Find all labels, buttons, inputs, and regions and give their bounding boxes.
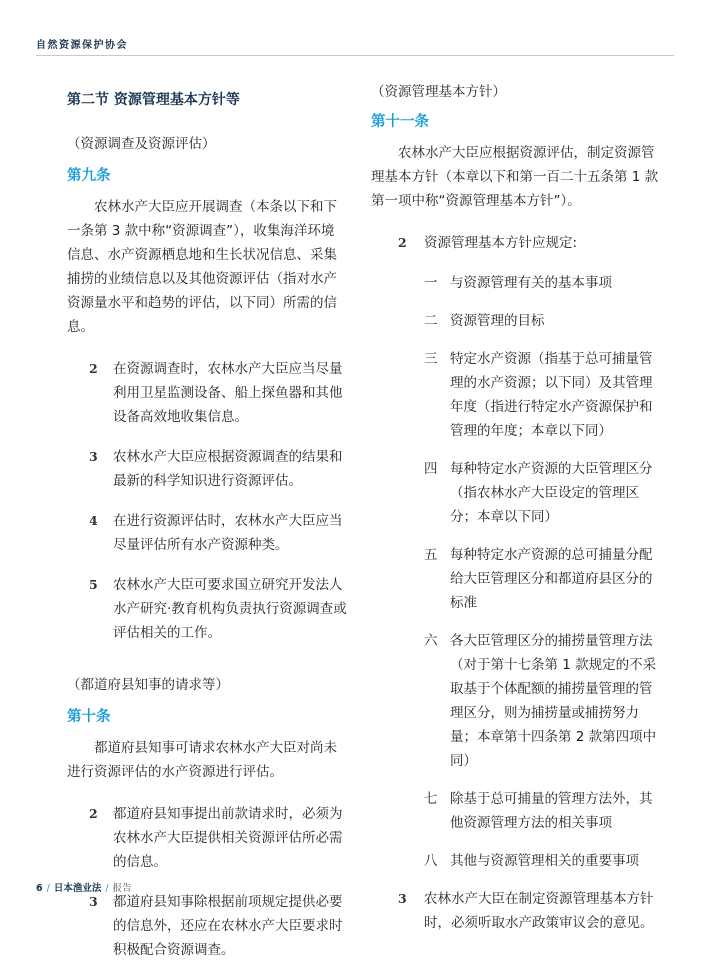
sub-item-text: 每种特定水产资源的大臣管理区分（指农林水产大臣设定的管理区分；本章以下同） (450, 461, 653, 525)
clause-text: 都道府县知事提出前款请求时，必须为农林水产大臣提供相关资源评估所必需的信息。 (113, 806, 343, 870)
clause-item (371, 231, 659, 255)
clause-item (67, 357, 347, 429)
sub-item-number: 六 (424, 633, 438, 649)
clause-number: 2 (89, 361, 98, 376)
sub-item-number: 七 (424, 791, 438, 807)
sub-item (371, 849, 659, 873)
sub-item (371, 347, 659, 443)
article-paragraph: 农林水产大臣应根据资源评估，制定资源管理基本方针（本章以下和第一百二十五条第 1 款第一项中称“资源管理基本方针”）。 (371, 145, 659, 209)
clause-text: 在进行资源评估时，农林水产大臣应当尽量评估所有水产资源种类。 (113, 513, 343, 553)
right-column (371, 80, 659, 951)
sub-item-text: 每种特定水产资源的总可捕量分配给大臣管理区分和都道府县区分的标准 (450, 547, 653, 611)
article-title: 第九条 (67, 168, 111, 184)
section-title: 第二节 资源管理基本方针等 (67, 92, 240, 108)
sub-item-text: 特定水产资源（指基于总可捕量管理的水产资源；以下同）及其管理年度（指进行特定水产资源保护和管理的年度；本章以下同） (450, 351, 653, 439)
sub-item (371, 543, 659, 615)
clause-number: 3 (398, 891, 407, 906)
sub-item-number: 四 (424, 461, 438, 477)
footer-separator: / (46, 883, 50, 894)
clause-number: 2 (89, 806, 98, 821)
clause-text: 农林水产大臣应根据资源调查的结果和最新的科学知识进行资源评估。 (113, 449, 343, 489)
clause-item (67, 573, 347, 645)
clause-number: 5 (89, 577, 98, 592)
clause-number: 2 (398, 235, 407, 250)
organization-name: 自然资源保护协会 (36, 40, 128, 51)
clause-text: 在资源调查时，农林水产大臣应当尽量利用卫星监测设备、船上探鱼器和其他设备高效地收集信息。 (113, 361, 343, 425)
clause-text: 资源管理基本方针应规定: (424, 235, 578, 251)
footer-title: 日本渔业法 (53, 883, 102, 894)
article-title: 第十条 (67, 709, 111, 725)
sub-item-text: 资源管理的目标 (450, 313, 545, 329)
clause-item (67, 509, 347, 557)
clause-number: 4 (89, 513, 98, 528)
sub-item (371, 787, 659, 835)
clause-item (371, 887, 659, 935)
sub-item-number: 二 (424, 313, 438, 329)
article-paragraph: 都道府县知事可请求农林水产大臣对尚未进行资源评估的水产资源进行评估。 (67, 740, 337, 780)
clause-item (67, 445, 347, 493)
page-number: 6 (36, 883, 43, 894)
sub-item-number: 三 (424, 351, 438, 367)
sub-item-text: 与资源管理有关的基本事项 (450, 275, 612, 291)
clause-item (67, 890, 347, 962)
sub-item (371, 457, 659, 529)
article-title: 第十一条 (371, 114, 429, 130)
sub-item-number: 八 (424, 853, 438, 869)
clause-text: 农林水产大臣在制定资源管理基本方针时，必须听取水产政策审议会的意见。 (424, 891, 654, 931)
sub-item-text: 其他与资源管理相关的重要事项 (450, 853, 639, 869)
sub-item-text: 各大臣管理区分的捕捞量管理方法（对于第十七条第 1 款规定的不采取基于个体配额的捕捞量管理的管理区分，则为捕捞量或捕捞努力量；本章第十四条第 2 款第四项中同） (450, 633, 657, 769)
clause-item (67, 802, 347, 874)
footer-label: 报告 (112, 883, 132, 894)
subsection-heading: （资源管理基本方针） (371, 84, 506, 100)
sub-item (371, 309, 659, 333)
clause-text: 都道府县知事除根据前项规定提供必要的信息外，还应在农林水产大臣要求时积极配合资源调查。 (113, 894, 343, 958)
header-divider (36, 55, 674, 56)
subsection-heading: （都道府县知事的请求等） (67, 677, 229, 693)
article-paragraph: 农林水产大臣应开展调查（本条以下和下一条第 3 款中称“资源调查”），收集海洋环境信息、水产资源栖息地和生长状况信息、采集捕捞的业绩信息以及其他资源评估（指对水产资源量水平和趋势的评估，以下同）所需的信息。 (67, 199, 337, 335)
clause-number: 3 (89, 894, 98, 909)
clause-text: 农林水产大臣可要求国立研究开发法人水产研究·教育机构负责执行资源调查或评估相关的工作。 (113, 577, 347, 641)
left-column (67, 80, 347, 978)
clause-number: 3 (89, 449, 98, 464)
sub-item-text: 除基于总可捕量的管理方法外，其他资源管理方法的相关事项 (450, 791, 653, 831)
sub-item (371, 629, 659, 773)
sub-item (371, 271, 659, 295)
page-footer (36, 880, 132, 894)
subsection-heading: （资源调查及资源评估） (67, 136, 216, 152)
footer-separator: / (105, 883, 109, 894)
sub-item-number: 一 (424, 275, 438, 291)
sub-item-number: 五 (424, 547, 438, 563)
